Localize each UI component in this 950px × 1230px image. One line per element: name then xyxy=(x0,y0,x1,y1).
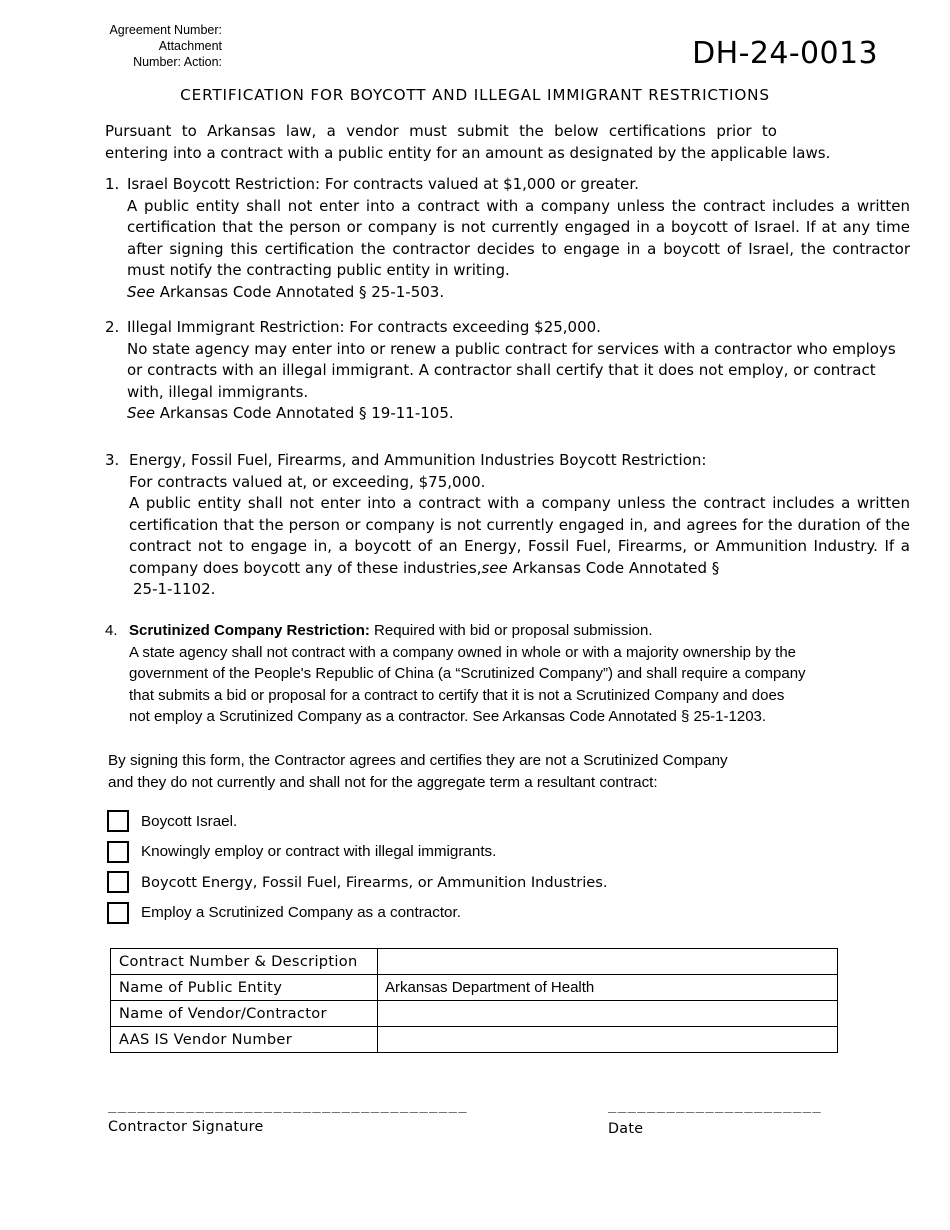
certification-checkbox-list xyxy=(107,806,608,928)
table-value-vendor-contractor[interactable] xyxy=(378,1001,838,1027)
section-3-heading: Energy, Fossil Fuel, Firearms, and Ammunition Industries Boycott Restriction: xyxy=(129,451,707,469)
contractor-signature-label: Contractor Signature xyxy=(108,1119,264,1135)
section-1 xyxy=(105,174,910,303)
section-1-line-1: A public entity shall not enter into a contract with a company unless the contract includes a written xyxy=(127,196,910,215)
section-4-number: 4. xyxy=(105,622,118,639)
section-3-line-2: certification that the person or company is not currently engaged in, and agrees for the duration of the xyxy=(129,515,910,534)
contractor-signature-area xyxy=(108,1098,468,1135)
page-title: CERTIFICATION FOR BOYCOTT AND ILLEGAL IMMIGRANT RESTRICTIONS xyxy=(180,86,770,104)
table-row xyxy=(111,1001,838,1027)
table-value-public-entity[interactable]: Arkansas Department of Health xyxy=(378,975,838,1001)
contractor-signature-line[interactable]: _____________________________________ xyxy=(108,1097,468,1113)
document-number: DH-24-0013 xyxy=(692,36,878,71)
intro-line-2: entering into a contract with a public entity for an amount as designated by the applicable laws. xyxy=(105,143,831,162)
section-4-line-1: A state agency shall not contract with a company owned in whole or with a majority ownership by the xyxy=(129,643,797,661)
table-row xyxy=(111,975,838,1001)
section-1-heading: Israel Boycott Restriction: For contracts valued at $1,000 or greater. xyxy=(127,175,639,193)
section-4-line-2: government of the People's Republic of China (a “Scrutinized Company”) and shall require a company xyxy=(129,665,806,682)
section-2-line-1: No state agency may enter into or renew a public contract for services with a contractor who employs xyxy=(127,339,896,358)
table-label-contract-number: Contract Number & Description xyxy=(111,949,378,975)
section-1-number: 1. xyxy=(105,175,120,193)
checkbox-row-scrutinized-company[interactable] xyxy=(107,898,608,929)
number-action-label: Number: Action: xyxy=(133,55,222,69)
date-area xyxy=(608,1098,822,1137)
section-2 xyxy=(105,317,910,425)
section-4-heading: Scrutinized Company Restriction: Required with bid or proposal submission. xyxy=(129,622,653,639)
agreement-number-block xyxy=(60,22,222,70)
checkbox-label-illegal-immigrants: Knowingly employ or contract with illegal immigrants. xyxy=(141,843,497,861)
section-2-line-2: or contracts with an illegal immigrant. A contractor shall certify that it does not employ, or contract xyxy=(127,361,876,379)
certification-line-2: and they do not currently and shall not for the aggregate term a resultant contract: xyxy=(108,773,658,791)
intro-line-1: Pursuant to Arkansas law, a vendor must submit the below certifications prior to xyxy=(105,122,777,140)
table-value-aasis-vendor-number[interactable] xyxy=(378,1027,838,1053)
certification-line-1: By signing this form, the Contractor agrees and certifies they are not a Scrutinized Company xyxy=(108,752,728,769)
table-row xyxy=(111,1027,838,1053)
section-4-line-4: not employ a Scrutinized Company as a contractor. See Arkansas Code Annotated § 25-1-1203. xyxy=(129,708,767,725)
checkbox-icon-boycott-israel[interactable] xyxy=(107,810,129,832)
checkbox-label-boycott-energy: Boycott Energy, Fossil Fuel, Firearms, or Ammunition Industries. xyxy=(141,873,608,891)
checkbox-label-scrutinized-company: Employ a Scrutinized Company as a contractor. xyxy=(141,904,461,922)
intro-paragraph xyxy=(105,121,910,164)
checkbox-row-boycott-israel[interactable] xyxy=(107,806,608,837)
section-2-citation: See Arkansas Code Annotated § 19-11-105. xyxy=(127,404,454,422)
certification-paragraph xyxy=(108,750,918,793)
agreement-number-label: Agreement Number: xyxy=(109,23,222,37)
attachment-label: Attachment xyxy=(158,39,222,53)
section-3-line-4: company does boycott any of these industries,see Arkansas Code Annotated § xyxy=(129,558,720,577)
section-2-heading: Illegal Immigrant Restriction: For contracts exceeding $25,000. xyxy=(127,318,601,336)
contract-info-table xyxy=(110,948,838,1053)
section-1-citation: See Arkansas Code Annotated § 25-1-503. xyxy=(127,282,445,301)
section-1-line-4: must notify the contracting public entity in writing. xyxy=(127,261,510,279)
section-3-number: 3. xyxy=(105,451,120,469)
section-2-line-3: with, illegal immigrants. xyxy=(127,382,309,401)
section-3-citation-number: 25-1-1102. xyxy=(133,580,216,598)
section-1-line-3: after signing this certification the contractor decides to engage in a boycott of Israel, the contractor xyxy=(127,239,910,258)
table-label-vendor-contractor: Name of Vendor/Contractor xyxy=(111,1001,378,1027)
table-value-contract-number[interactable] xyxy=(378,949,838,975)
table-label-aasis-vendor-number: AAS IS Vendor Number xyxy=(111,1027,378,1053)
table-row xyxy=(111,949,838,975)
checkbox-row-illegal-immigrants[interactable] xyxy=(107,837,608,868)
section-3-threshold: For contracts valued at, or exceeding, $75,000. xyxy=(129,472,486,491)
section-3-line-3: contract not to engage in, a boycott of an Energy, Fossil Fuel, Firearms, or Ammunition Industry. If a xyxy=(129,537,910,555)
section-1-line-2: certification that the person or company is not currently engaged in a boycott of Israel. If at any time xyxy=(127,218,910,236)
checkbox-icon-scrutinized-company[interactable] xyxy=(107,902,129,924)
section-4 xyxy=(105,620,910,728)
checkbox-row-boycott-energy[interactable] xyxy=(107,867,608,898)
checkbox-icon-illegal-immigrants[interactable] xyxy=(107,841,129,863)
checkbox-icon-boycott-energy[interactable] xyxy=(107,871,129,893)
section-3 xyxy=(105,450,910,601)
table-label-public-entity: Name of Public Entity xyxy=(111,975,378,1001)
checkbox-label-boycott-israel: Boycott Israel. xyxy=(141,812,238,830)
date-label: Date xyxy=(608,1121,644,1137)
section-4-line-3: that submits a bid or proposal for a contract to certify that it is not a Scrutinized Company and does xyxy=(129,686,785,704)
section-3-line-1: A public entity shall not enter into a contract with a company unless the contract includes a written xyxy=(129,494,910,512)
section-2-number: 2. xyxy=(105,318,120,336)
date-line[interactable]: ______________________ xyxy=(608,1097,823,1113)
